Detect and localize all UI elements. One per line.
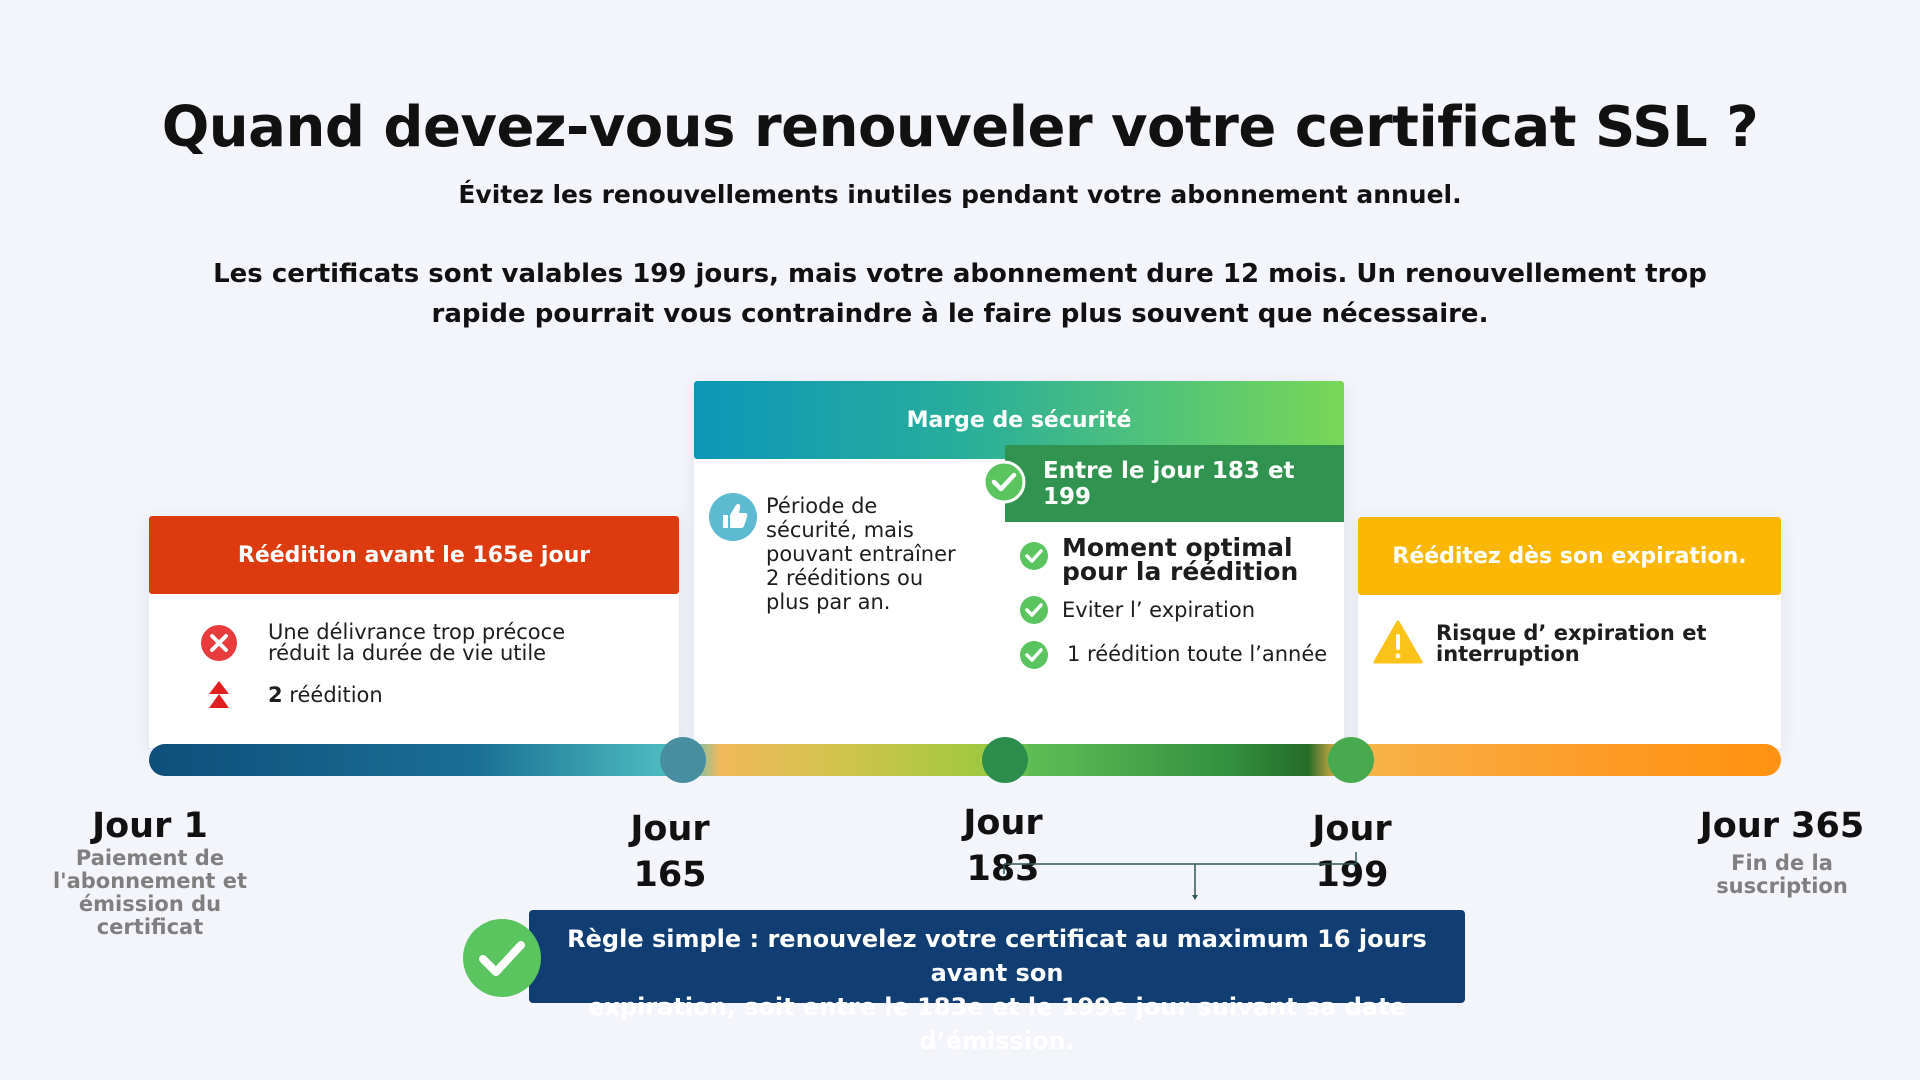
warning-icon <box>1373 620 1423 664</box>
middle-panel-text: Période de sécurité, mais pouvant entraîner 2 rééditions ou plus par an. <box>766 494 956 614</box>
day-183-number: 183 <box>966 849 1040 889</box>
check-circle-icon <box>1019 640 1049 670</box>
reissue-count: 2 <box>268 683 283 707</box>
check-circle-icon <box>1019 541 1049 571</box>
optimal-item-one-reissue: 1 réédition toute l’année <box>1067 642 1328 666</box>
middle-panel-heading: Marge de sécurité <box>694 381 1344 459</box>
check-circle-icon <box>1019 595 1049 625</box>
optimal-item-avoid-expiry: Eviter l’ expiration <box>1062 598 1256 622</box>
timeline-bar <box>149 744 1781 776</box>
day-199-word: Jour <box>1312 809 1392 849</box>
day-365-caption: Fin de la suscription <box>1716 851 1848 898</box>
left-panel-heading: Réédition avant le 165e jour <box>149 516 679 594</box>
right-item-risk: Risque d’ expiration et interruption <box>1436 621 1707 666</box>
day-199-number: 199 <box>1315 855 1389 895</box>
day-365-label: Jour 365 <box>1699 806 1865 846</box>
timeline-marker-day199 <box>1328 737 1374 783</box>
rule-box <box>529 910 1465 1055</box>
intro-text: Les certificats sont valables 199 jours, mais votre abonnement dure 12 mois. Un renouvellement trop rapide pourrait vous contraindre à le faire plus souvent que nécessaire. <box>213 259 1707 329</box>
day-165-label <box>610 806 730 898</box>
left-item-text: Une délivrance trop précoce réduit la durée de vie utile <box>268 620 566 665</box>
day-165-number: 165 <box>633 855 707 895</box>
optimal-item-best-time: Moment optimal pour la réédition <box>1062 533 1299 586</box>
page-subtitle: Évitez les renouvellements inutiles pendant votre abonnement annuel. <box>458 180 1462 209</box>
day-165-word: Jour <box>630 809 710 849</box>
rule-line-1: Règle simple : renouvelez votre certificat au maximum 16 jours avant son <box>567 925 1427 987</box>
left-item-reissue <box>268 684 383 706</box>
right-panel-heading: Rééditez dès son expiration. <box>1358 517 1781 595</box>
timeline-marker-day183 <box>982 737 1028 783</box>
day-1-label: Jour 1 <box>92 806 208 846</box>
arrow-up-icon <box>207 680 231 710</box>
timeline-marker-day165 <box>660 737 706 783</box>
thumbs-up-icon <box>708 492 758 542</box>
optimal-panel-heading: Entre le jour 183 et 199 <box>1005 445 1344 522</box>
range-bracket <box>1000 828 1360 904</box>
check-circle-icon <box>461 917 543 999</box>
reissue-label: réédition <box>282 683 383 707</box>
rule-line-2: expiration, soit entre le 183e et le 199e jour suivant sa date d’émission. <box>588 993 1406 1055</box>
error-icon <box>200 624 238 662</box>
check-circle-icon <box>982 460 1026 504</box>
day-183-word: Jour <box>963 803 1043 843</box>
page-title: Quand devez-vous renouveler votre certificat SSL ? <box>161 95 1759 160</box>
day-1-caption: Paiement de l'abonnement et émission du certificat <box>52 846 248 939</box>
